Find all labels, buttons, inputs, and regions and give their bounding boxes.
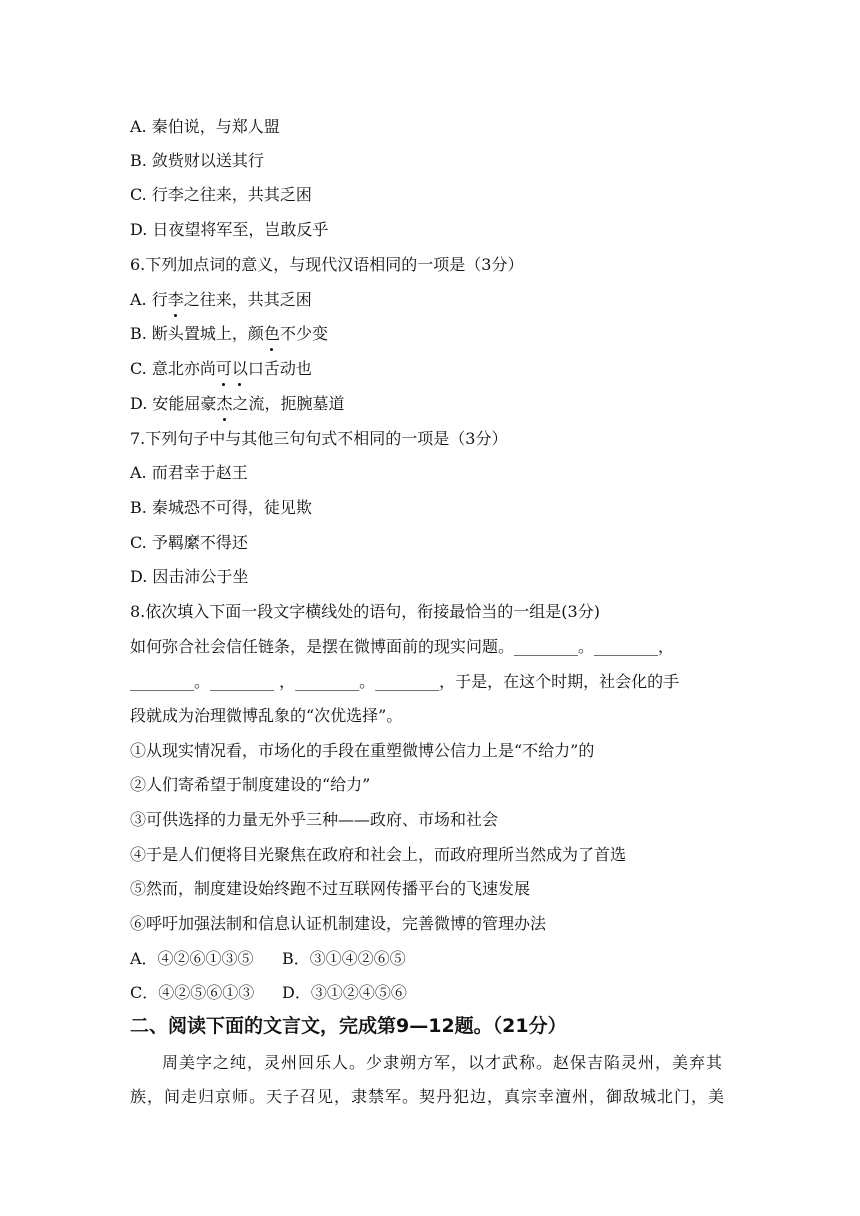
passage-line: 族，间走归京师。天子召见，隶禁军。契丹犯边，真宗幸澶州，御敌城北门，美	[130, 1087, 726, 1106]
q7-stem: 7.下列句子中与其他三句句式不相同的一项是（3分）	[130, 429, 508, 448]
q7-option-a: A. 而君幸于赵王	[130, 463, 248, 482]
emphasis-dot-char: 色	[263, 324, 280, 343]
q6-option-b: B. 断头置城上，颜色不少变	[130, 324, 328, 343]
q8-options-row	[130, 982, 407, 1004]
q8-option-a: A．④②⑥①③⑤	[130, 949, 254, 968]
q8-passage-line: 段就成为治理微博乱象的“次优选择”。	[130, 706, 403, 725]
q8-option-c: C．④②⑤⑥①③	[130, 983, 255, 1002]
q5-option-a: A. 秦伯说，与郑人盟	[130, 117, 280, 136]
q5-option-c: C. 行李之往来，共其乏困	[130, 185, 312, 204]
q6-stem: 6.下列加点词的意义，与现代汉语相同的一项是（3分）	[130, 255, 524, 274]
emphasis-dot-char: 可	[215, 359, 232, 378]
section-heading: 二、阅读下面的文言文，完成第9—12题。（21分）	[130, 1015, 567, 1037]
q5-option-d: D. 日夜望将军至，岂敢反乎	[130, 220, 329, 239]
q8-stem: 8.依次填入下面一段文字横线处的语句，衔接最恰当的一组是(3分)	[130, 602, 600, 621]
emphasis-dot-char: 李	[167, 290, 184, 309]
classical-passage	[130, 1046, 734, 1114]
q8-item: ⑥呼吁加强法制和信息认证机制建设，完善微博的管理办法	[130, 914, 547, 933]
q8-passage-line: ________。________ ，________。________，于是，在这个时期，社会化的手	[130, 672, 680, 691]
q8-item: ④于是人们便将目光聚焦在政府和社会上，而政府理所当然成为了首选	[130, 845, 627, 864]
q6-option-a: A. 行李之往来，共其乏困	[130, 290, 312, 309]
emphasis-dot-char: 杰	[216, 394, 233, 413]
q8-item: ⑤然而，制度建设始终跑不过互联网传播平台的飞速发展	[130, 879, 531, 898]
q8-item: ①从现实情况看，市场化的手段在重塑微博公信力上是“不给力”的	[130, 741, 595, 760]
q8-option-d: D．③①②④⑤⑥	[282, 983, 407, 1002]
passage-line: 周美字之纯，灵州回乐人。少隶朔方军，以才武称。赵保吉陷灵州，美弃其	[162, 1053, 724, 1072]
q8-passage-line: 如何弥合社会信任链条，是摆在微博面前的现实问题。________。________，	[130, 637, 675, 656]
q7-option-b: B. 秦城恐不可得，徒见欺	[130, 498, 312, 517]
q8-item: ③可供选择的力量无外乎三种——政府、市场和社会	[130, 810, 499, 829]
q8-options-row	[130, 948, 406, 970]
q7-option-d: D. 因击沛公于坐	[130, 567, 249, 586]
q6-option-c: C. 意北亦尚可以口舌动也	[130, 359, 312, 378]
q6-option-d: D. 安能屈豪杰之流，扼腕墓道	[130, 394, 345, 413]
emphasis-dot-char: 以	[231, 359, 248, 378]
q7-option-c: C. 予羁縻不得还	[130, 533, 248, 552]
q8-option-b: B．③①④②⑥⑤	[282, 949, 406, 968]
q5-option-b: B. 敛赀财以送其行	[130, 151, 264, 170]
q8-item: ②人们寄希望于制度建设的“给力”	[130, 775, 371, 794]
